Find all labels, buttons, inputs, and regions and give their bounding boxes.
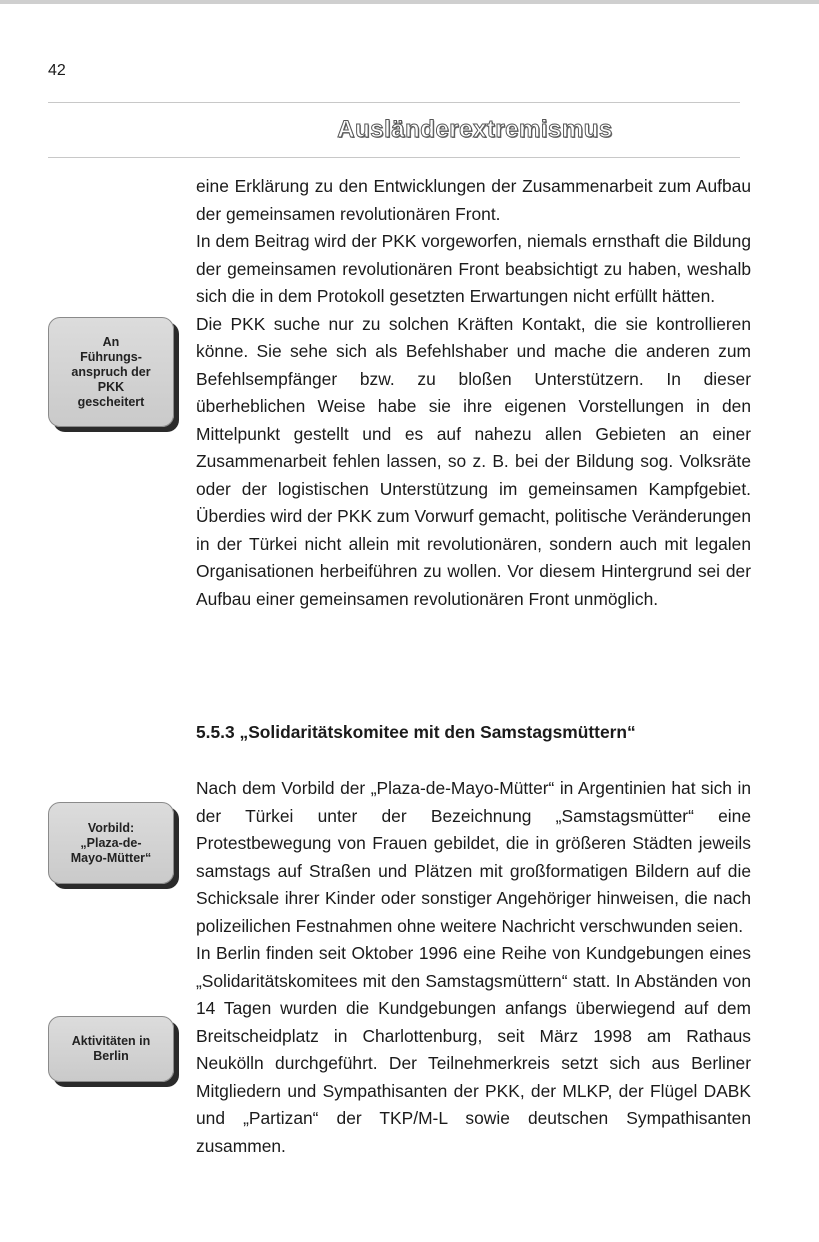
section-text-1	[196, 173, 751, 613]
margin-note-line: An	[102, 334, 120, 349]
margin-note-line: Berlin	[93, 1049, 129, 1063]
margin-note-line: „Plaza-de-	[80, 835, 142, 850]
margin-note-line: Führungs-	[80, 349, 142, 364]
margin-note-text	[71, 335, 150, 410]
paragraph: In dem Beitrag wird der PKK vorgeworfen, niemals ernsthaft die Bildung der gemeinsamen revolutionären Front beabsichtigt zu haben, weshalb sich die in dem Protokoll gesetzten Erwartungen nicht erfüllt hätten.	[196, 231, 751, 306]
header-rule-bottom	[48, 157, 740, 158]
margin-note-line: anspruch der	[71, 364, 151, 379]
margin-note-line: Aktivitäten in	[71, 1034, 151, 1048]
paragraph: Nach dem Vorbild der „Plaza-de-Mayo-Mütter“ in Argentinien hat sich in der Türkei unter der Bezeichnung „Samstagsmütter“ eine Protestbewegung von Frauen gebildet, die in größeren Städten jeweils samstags auf Straßen und Plätzen mit großformatigen Bildern auf die Schicksale ihrer Kinder oder sonstiger Angehöriger hinweisen, die nach polizeilichen Festnahmen ohne weitere Nachricht verschwunden seien.	[196, 778, 751, 936]
margin-note-line: Vorbild:	[87, 820, 135, 835]
running-head: Ausländerextremismus	[337, 116, 613, 143]
margin-note-vorbild	[48, 802, 174, 884]
margin-note-berlin	[48, 1016, 174, 1082]
margin-note-text	[71, 821, 152, 866]
margin-note-fuehrungsanspruch	[48, 317, 174, 427]
margin-note-line: Mayo-Mütter“	[70, 850, 152, 865]
margin-note-line: gescheitert	[77, 394, 145, 409]
paragraph: eine Erklärung zu den Entwicklungen der Zusammenarbeit zum Aufbau der gemeinsamen revolutionären Front.	[196, 176, 751, 224]
top-edge-rule	[0, 0, 819, 4]
margin-note-text	[72, 1034, 151, 1064]
header-rule-top	[48, 102, 740, 103]
page-number: 42	[48, 62, 66, 79]
paragraph: In Berlin finden seit Oktober 1996 eine Reihe von Kundgebungen eines „Solidaritätskomitees mit den Samstagsmüttern“ statt. In Abständen von 14 Tagen wurden die Kundgebungen anfangs überwiegend auf dem Breitscheidplatz in Charlottenburg, seit März 1998 am Rathaus Neukölln durchgeführt. Der Teilnehmerkreis setzt sich aus Berliner Mitgliedern und Sympathisanten der PKK, der MLKP, der Flügel DABK und „Partizan“ der TKP/M-L sowie deutschen Sympathisanten zusammen.	[196, 943, 751, 1156]
margin-note-line: PKK	[97, 379, 125, 394]
paragraph: Die PKK suche nur zu solchen Kräften Kontakt, die sie kontrollieren könne. Sie sehe sich als Befehlshaber und mache die anderen zum Befehlsempfänger bzw. zu bloßen Unterstützern. In dieser überheblichen Weise habe sie ihre eigenen Vorstellungen in den Mittelpunkt gestellt und es auf nahezu allen Gebieten an einer Zusammenarbeit fehlen lassen, so z. B. bei der Bildung sog. Volksräte oder der logistischen Unterstützung im gemeinsamen Kampfgebiet. Überdies wird der PKK zum Vorwurf gemacht, politische Veränderungen in der Türkei nicht allein mit revolutionären, sondern auch mit legalen Organisationen herbeiführen zu wollen. Vor diesem Hintergrund sei der Aufbau einer gemeinsamen revolutionären Front unmöglich.	[196, 313, 751, 609]
section-heading: 5.5.3 „Solidaritätskomitee mit den Samstagsmüttern“	[196, 722, 636, 742]
section-text-2	[196, 775, 751, 1160]
